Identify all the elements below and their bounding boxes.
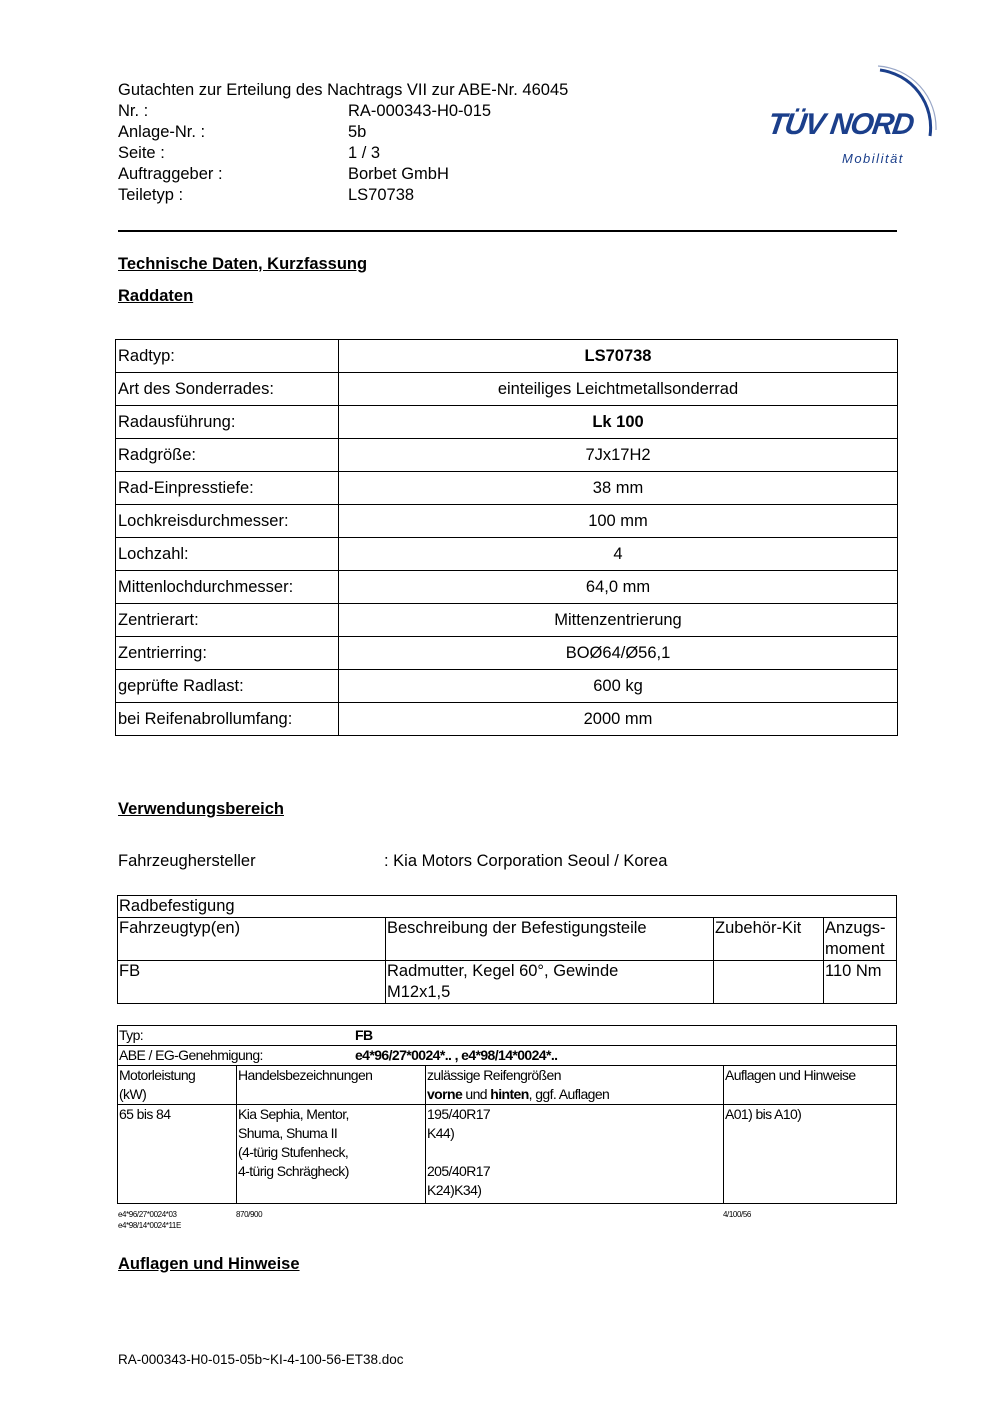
header-text: zulässige Reifengrößen: [427, 1067, 561, 1083]
table-cell-value: einteiliges Leichtmetallsonderrad: [339, 373, 898, 406]
header-divider: [118, 230, 897, 232]
table-row: [118, 1026, 897, 1046]
table-cell-value: Mittenzentrierung: [339, 604, 898, 637]
header-text: (kW): [119, 1086, 147, 1102]
table-cell-label: bei Reifenabrollumfang:: [116, 703, 339, 736]
header-cell-notes: Auflagen und Hinweise: [724, 1066, 897, 1105]
logo-subtitle: Mobilität: [842, 151, 904, 166]
table-cell-notes: A01) bis A10): [724, 1105, 897, 1204]
table-cell-label: Radgröße:: [116, 439, 339, 472]
cell-text: M12x1,5: [387, 983, 451, 1001]
table-row: [116, 637, 898, 670]
document-title: Gutachten zur Erteilung des Nachtrags VII zur ABE-Nr. 46045: [118, 81, 569, 99]
table-row: [116, 670, 898, 703]
cell-text: Radmutter, Kegel 60°, Gewinde: [387, 962, 619, 980]
table-row: [116, 439, 898, 472]
table-cell-value: 4: [339, 538, 898, 571]
section-heading-technical: Technische Daten, Kurzfassung: [118, 255, 368, 273]
cell-text: 195/40R17: [427, 1106, 491, 1122]
header-cell-tires: [426, 1066, 724, 1105]
table-row: [118, 1105, 897, 1204]
header-value: Borbet GmbH: [348, 165, 449, 183]
table-cell-label: Mittenlochdurchmesser:: [116, 571, 339, 604]
header-cell-names: Handelsbezeichnungen: [237, 1066, 426, 1105]
table-cell-value: 64,0 mm: [339, 571, 898, 604]
table-row: [116, 472, 898, 505]
table-cell-label: Lochzahl:: [116, 538, 339, 571]
header-value: 1 / 3: [348, 144, 381, 162]
header-value: 5b: [348, 123, 367, 141]
tuv-nord-logo: [760, 58, 945, 173]
header-cell-power: [118, 1066, 237, 1105]
fastening-table: [117, 895, 897, 1004]
table-cell-label: Radtyp:: [116, 340, 339, 373]
table-cell-tires: [426, 1105, 724, 1204]
section-heading-wheel: Raddaten: [118, 287, 194, 305]
table-row: [116, 538, 898, 571]
table-cell-desc: [386, 961, 714, 1004]
header-cell-torque: [824, 918, 897, 961]
table-row: [116, 340, 898, 373]
table-row: [118, 896, 897, 918]
manufacturer-label: Fahrzeughersteller: [118, 852, 256, 870]
table-cell-names: [237, 1105, 426, 1204]
header-label: Anlage-Nr. :: [118, 123, 206, 141]
small-code: 870/900: [236, 1210, 263, 1219]
table-row: [116, 373, 898, 406]
table-row: [116, 571, 898, 604]
cell-text: 4-türig Schrägheck): [238, 1163, 349, 1179]
header-text-and: und: [462, 1086, 491, 1102]
header-label: Teiletyp :: [118, 186, 184, 204]
cell-text: (4-türig Stufenheck,: [238, 1144, 349, 1160]
table-cell-label: Rad-Einpresstiefe:: [116, 472, 339, 505]
cell-text: Shuma, Shuma II: [238, 1125, 338, 1141]
abe-label: ABE / EG-Genehmigung:: [119, 1047, 263, 1063]
header-row-anlage: [118, 122, 568, 143]
header-text: Anzugs-: [825, 919, 886, 937]
document-header: [118, 80, 568, 206]
header-label: Auftraggeber :: [118, 165, 223, 183]
header-text-rear: hinten: [490, 1086, 529, 1102]
typ-row: [118, 1026, 897, 1046]
table-cell-label: Radausführung:: [116, 406, 339, 439]
header-row-auftraggeber: [118, 164, 568, 185]
header-value: LS70738: [348, 186, 415, 204]
table-row: [118, 961, 897, 1004]
table-row: [116, 505, 898, 538]
header-cell: Fahrzeugtyp(en): [118, 918, 386, 961]
cell-spacer: [427, 1143, 722, 1162]
fastening-title: Radbefestigung: [118, 896, 897, 918]
table-cell-value: 600 kg: [339, 670, 898, 703]
header-row-seite: [118, 143, 568, 164]
logo-text: TÜV NORD: [765, 108, 916, 141]
header-cell: Beschreibung der Befestigungsteile: [386, 918, 714, 961]
header-label: Seite :: [118, 144, 165, 162]
header-text-rest: , ggf. Auflagen: [528, 1086, 610, 1102]
header-value: RA-000343-H0-015: [348, 102, 492, 120]
table-cell-type: FB: [118, 961, 386, 1004]
manufacturer-value: : Kia Motors Corporation Seoul / Korea: [384, 852, 668, 870]
table-row: [118, 1046, 897, 1066]
table-header-row: [118, 918, 897, 961]
section-heading-notes: Auflagen und Hinweise: [118, 1255, 300, 1273]
table-row: [116, 604, 898, 637]
manufacturer-line: [118, 852, 667, 871]
typ-label: Typ:: [119, 1027, 144, 1043]
header-label: Nr. :: [118, 102, 149, 120]
cell-text: K44): [427, 1125, 455, 1141]
table-cell-label: Zentrierring:: [116, 637, 339, 670]
table-cell-value: LS70738: [339, 340, 898, 373]
table-cell-value: 38 mm: [339, 472, 898, 505]
small-code: e4*98/14*0024*11E: [118, 1221, 181, 1230]
header-cell: Zubehör-Kit: [714, 918, 824, 961]
header-text: Motorleistung: [119, 1067, 196, 1083]
cell-text: Kia Sephia, Mentor,: [238, 1106, 349, 1122]
header-text: moment: [825, 940, 885, 958]
header-text: [427, 1085, 722, 1104]
table-cell-power: 65 bis 84: [118, 1105, 237, 1204]
table-cell-torque: 110 Nm: [824, 961, 897, 1004]
table-cell-label: geprüfte Radlast:: [116, 670, 339, 703]
table-cell-label: Zentrierart:: [116, 604, 339, 637]
table-cell-kit: [714, 961, 824, 1004]
cell-text: 205/40R17: [427, 1163, 491, 1179]
section-heading-usage: Verwendungsbereich: [118, 800, 284, 818]
table-cell-label: Art des Sonderrades:: [116, 373, 339, 406]
table-row: [116, 406, 898, 439]
header-row-nr: [118, 101, 568, 122]
header-row-teiletyp: [118, 185, 568, 206]
table-cell-value: 100 mm: [339, 505, 898, 538]
header-text-front: vorne: [427, 1086, 463, 1102]
table-cell-label: Lochkreisdurchmesser:: [116, 505, 339, 538]
table-cell-value: Lk 100: [339, 406, 898, 439]
table-row: [116, 703, 898, 736]
footer-filename: RA-000343-H0-015-05b~KI-4-100-56-ET38.doc: [118, 1352, 404, 1367]
typ-value: FB: [355, 1027, 373, 1043]
abe-row: [118, 1046, 897, 1066]
table-cell-value: BOØ64/Ø56,1: [339, 637, 898, 670]
abe-value: e4*96/27*0024*.. , e4*98/14*0024*..: [355, 1047, 558, 1063]
wheel-data-table: [115, 339, 898, 736]
table-cell-value: 2000 mm: [339, 703, 898, 736]
table-cell-value: 7Jx17H2: [339, 439, 898, 472]
small-code: 4/100/56: [723, 1210, 751, 1219]
small-code: e4*96/27*0024*03: [118, 1210, 177, 1219]
type-approval-table: [117, 1025, 897, 1204]
table-header-row: [118, 1066, 897, 1105]
cell-text: K24)K34): [427, 1182, 482, 1198]
